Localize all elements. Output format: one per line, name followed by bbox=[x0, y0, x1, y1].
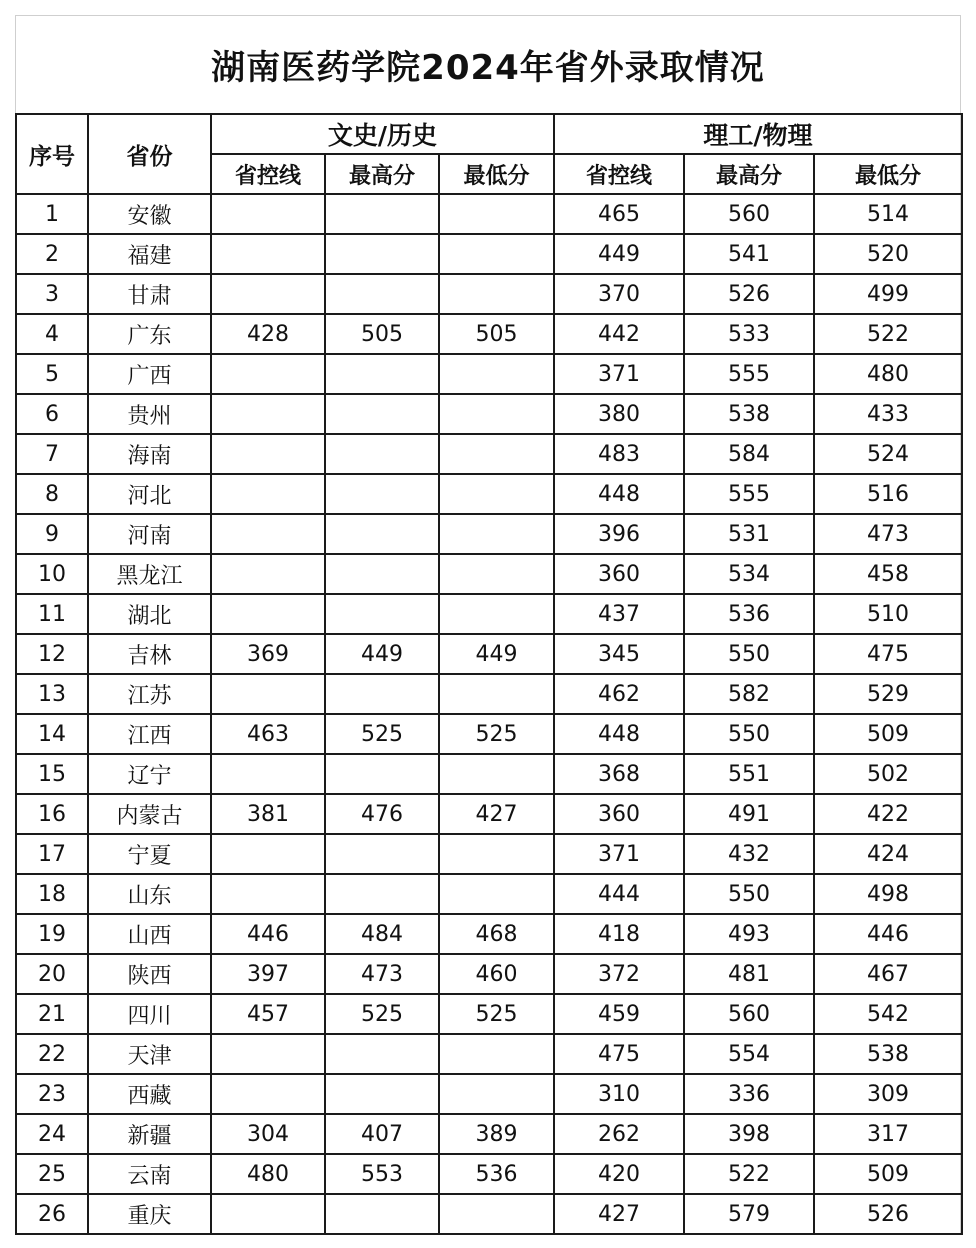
table-row bbox=[16, 474, 962, 514]
cell-history-min-score bbox=[439, 594, 554, 634]
cell-history-min-score: 460 bbox=[439, 954, 554, 994]
header-physics-control-line: 省控线 bbox=[554, 154, 684, 194]
cell-history-max-score bbox=[325, 554, 439, 594]
cell-history-max-score bbox=[325, 434, 439, 474]
table-row bbox=[16, 754, 962, 794]
cell-index: 26 bbox=[16, 1194, 88, 1234]
cell-history-control-line: 397 bbox=[211, 954, 325, 994]
header-index: 序号 bbox=[16, 114, 88, 194]
table-row bbox=[16, 194, 962, 234]
cell-history-min-score bbox=[439, 434, 554, 474]
cell-physics-min-score: 475 bbox=[814, 634, 962, 674]
cell-province: 重庆 bbox=[88, 1194, 211, 1234]
cell-physics-min-score: 424 bbox=[814, 834, 962, 874]
cell-physics-max-score: 550 bbox=[684, 874, 814, 914]
cell-physics-control-line: 448 bbox=[554, 474, 684, 514]
cell-index: 13 bbox=[16, 674, 88, 714]
cell-physics-max-score: 579 bbox=[684, 1194, 814, 1234]
cell-physics-min-score: 516 bbox=[814, 474, 962, 514]
table-header bbox=[16, 114, 962, 194]
cell-history-control-line: 457 bbox=[211, 994, 325, 1034]
cell-province: 河南 bbox=[88, 514, 211, 554]
cell-province: 天津 bbox=[88, 1034, 211, 1074]
cell-history-min-score bbox=[439, 1074, 554, 1114]
cell-physics-min-score: 480 bbox=[814, 354, 962, 394]
cell-history-max-score: 525 bbox=[325, 714, 439, 754]
cell-history-max-score: 473 bbox=[325, 954, 439, 994]
cell-history-control-line bbox=[211, 394, 325, 434]
table-row bbox=[16, 394, 962, 434]
cell-index: 21 bbox=[16, 994, 88, 1034]
header-group-history: 文史/历史 bbox=[211, 114, 554, 154]
table-row bbox=[16, 554, 962, 594]
cell-history-control-line: 381 bbox=[211, 794, 325, 834]
cell-physics-control-line: 360 bbox=[554, 554, 684, 594]
cell-province: 广西 bbox=[88, 354, 211, 394]
cell-history-control-line bbox=[211, 1034, 325, 1074]
cell-physics-max-score: 398 bbox=[684, 1114, 814, 1154]
cell-history-control-line bbox=[211, 514, 325, 554]
cell-history-min-score bbox=[439, 394, 554, 434]
cell-history-min-score: 536 bbox=[439, 1154, 554, 1194]
cell-history-min-score bbox=[439, 674, 554, 714]
cell-physics-control-line: 459 bbox=[554, 994, 684, 1034]
cell-physics-min-score: 520 bbox=[814, 234, 962, 274]
cell-physics-control-line: 437 bbox=[554, 594, 684, 634]
cell-physics-max-score: 533 bbox=[684, 314, 814, 354]
table-row bbox=[16, 434, 962, 474]
cell-physics-control-line: 465 bbox=[554, 194, 684, 234]
cell-physics-min-score: 522 bbox=[814, 314, 962, 354]
cell-physics-control-line: 372 bbox=[554, 954, 684, 994]
cell-index: 8 bbox=[16, 474, 88, 514]
cell-physics-min-score: 422 bbox=[814, 794, 962, 834]
table-row bbox=[16, 594, 962, 634]
cell-physics-control-line: 371 bbox=[554, 354, 684, 394]
table-row bbox=[16, 1114, 962, 1154]
cell-history-control-line: 480 bbox=[211, 1154, 325, 1194]
cell-history-control-line bbox=[211, 594, 325, 634]
cell-history-max-score bbox=[325, 594, 439, 634]
cell-physics-control-line: 449 bbox=[554, 234, 684, 274]
cell-province: 云南 bbox=[88, 1154, 211, 1194]
cell-province: 黑龙江 bbox=[88, 554, 211, 594]
cell-history-control-line bbox=[211, 554, 325, 594]
cell-physics-min-score: 433 bbox=[814, 394, 962, 434]
table-row bbox=[16, 1154, 962, 1194]
cell-history-max-score: 553 bbox=[325, 1154, 439, 1194]
cell-physics-control-line: 483 bbox=[554, 434, 684, 474]
cell-physics-max-score: 336 bbox=[684, 1074, 814, 1114]
cell-history-control-line: 369 bbox=[211, 634, 325, 674]
cell-index: 16 bbox=[16, 794, 88, 834]
cell-physics-control-line: 396 bbox=[554, 514, 684, 554]
cell-index: 23 bbox=[16, 1074, 88, 1114]
cell-physics-min-score: 509 bbox=[814, 1154, 962, 1194]
cell-history-control-line: 463 bbox=[211, 714, 325, 754]
cell-province: 新疆 bbox=[88, 1114, 211, 1154]
table-row bbox=[16, 834, 962, 874]
table-row bbox=[16, 634, 962, 674]
cell-history-max-score: 484 bbox=[325, 914, 439, 954]
cell-physics-max-score: 534 bbox=[684, 554, 814, 594]
cell-history-min-score: 449 bbox=[439, 634, 554, 674]
table-row bbox=[16, 1194, 962, 1234]
cell-physics-control-line: 380 bbox=[554, 394, 684, 434]
cell-physics-max-score: 491 bbox=[684, 794, 814, 834]
cell-province: 宁夏 bbox=[88, 834, 211, 874]
header-history-max-score: 最高分 bbox=[325, 154, 439, 194]
cell-physics-control-line: 427 bbox=[554, 1194, 684, 1234]
cell-history-control-line bbox=[211, 674, 325, 714]
table-row bbox=[16, 914, 962, 954]
cell-physics-max-score: 582 bbox=[684, 674, 814, 714]
cell-history-min-score bbox=[439, 1034, 554, 1074]
table-row bbox=[16, 354, 962, 394]
cell-physics-min-score: 498 bbox=[814, 874, 962, 914]
cell-index: 1 bbox=[16, 194, 88, 234]
cell-history-control-line bbox=[211, 754, 325, 794]
cell-physics-control-line: 371 bbox=[554, 834, 684, 874]
table-row bbox=[16, 514, 962, 554]
cell-index: 10 bbox=[16, 554, 88, 594]
cell-physics-control-line: 310 bbox=[554, 1074, 684, 1114]
cell-history-control-line bbox=[211, 354, 325, 394]
cell-physics-control-line: 444 bbox=[554, 874, 684, 914]
cell-history-max-score bbox=[325, 274, 439, 314]
cell-province: 广东 bbox=[88, 314, 211, 354]
cell-physics-max-score: 493 bbox=[684, 914, 814, 954]
cell-physics-max-score: 555 bbox=[684, 354, 814, 394]
cell-physics-max-score: 522 bbox=[684, 1154, 814, 1194]
cell-index: 15 bbox=[16, 754, 88, 794]
cell-physics-min-score: 446 bbox=[814, 914, 962, 954]
cell-index: 5 bbox=[16, 354, 88, 394]
table-row bbox=[16, 994, 962, 1034]
cell-physics-min-score: 317 bbox=[814, 1114, 962, 1154]
cell-history-max-score: 449 bbox=[325, 634, 439, 674]
table-row bbox=[16, 874, 962, 914]
cell-physics-min-score: 510 bbox=[814, 594, 962, 634]
cell-history-max-score: 407 bbox=[325, 1114, 439, 1154]
cell-physics-max-score: 432 bbox=[684, 834, 814, 874]
cell-province: 四川 bbox=[88, 994, 211, 1034]
cell-physics-max-score: 560 bbox=[684, 994, 814, 1034]
cell-physics-max-score: 551 bbox=[684, 754, 814, 794]
cell-history-max-score bbox=[325, 754, 439, 794]
document-sheet bbox=[15, 15, 961, 1233]
cell-history-control-line bbox=[211, 1194, 325, 1234]
cell-province: 西藏 bbox=[88, 1074, 211, 1114]
cell-physics-max-score: 541 bbox=[684, 234, 814, 274]
cell-history-min-score: 505 bbox=[439, 314, 554, 354]
cell-history-control-line bbox=[211, 1074, 325, 1114]
cell-history-min-score bbox=[439, 514, 554, 554]
cell-physics-control-line: 360 bbox=[554, 794, 684, 834]
cell-physics-max-score: 550 bbox=[684, 634, 814, 674]
cell-history-min-score bbox=[439, 194, 554, 234]
cell-physics-min-score: 514 bbox=[814, 194, 962, 234]
cell-index: 2 bbox=[16, 234, 88, 274]
cell-index: 22 bbox=[16, 1034, 88, 1074]
cell-history-min-score bbox=[439, 1194, 554, 1234]
cell-physics-min-score: 509 bbox=[814, 714, 962, 754]
cell-history-max-score bbox=[325, 1194, 439, 1234]
cell-province: 内蒙古 bbox=[88, 794, 211, 834]
cell-province: 河北 bbox=[88, 474, 211, 514]
cell-physics-control-line: 262 bbox=[554, 1114, 684, 1154]
header-history-min-score: 最低分 bbox=[439, 154, 554, 194]
cell-physics-min-score: 542 bbox=[814, 994, 962, 1034]
cell-index: 20 bbox=[16, 954, 88, 994]
admission-table bbox=[15, 113, 963, 1235]
table-row bbox=[16, 714, 962, 754]
cell-physics-min-score: 473 bbox=[814, 514, 962, 554]
cell-history-max-score bbox=[325, 474, 439, 514]
cell-province: 贵州 bbox=[88, 394, 211, 434]
cell-physics-max-score: 560 bbox=[684, 194, 814, 234]
cell-history-min-score bbox=[439, 874, 554, 914]
cell-index: 19 bbox=[16, 914, 88, 954]
cell-physics-min-score: 502 bbox=[814, 754, 962, 794]
cell-history-max-score bbox=[325, 354, 439, 394]
cell-province: 湖北 bbox=[88, 594, 211, 634]
cell-physics-control-line: 448 bbox=[554, 714, 684, 754]
cell-history-control-line bbox=[211, 434, 325, 474]
cell-history-min-score: 525 bbox=[439, 714, 554, 754]
page-title: 湖南医药学院2024年省外录取情况 bbox=[211, 48, 765, 88]
cell-index: 9 bbox=[16, 514, 88, 554]
header-province: 省份 bbox=[88, 114, 211, 194]
cell-province: 山东 bbox=[88, 874, 211, 914]
cell-index: 25 bbox=[16, 1154, 88, 1194]
cell-province: 山西 bbox=[88, 914, 211, 954]
header-physics-max-score: 最高分 bbox=[684, 154, 814, 194]
cell-physics-min-score: 467 bbox=[814, 954, 962, 994]
cell-history-control-line bbox=[211, 834, 325, 874]
header-group-physics: 理工/物理 bbox=[554, 114, 962, 154]
table-row bbox=[16, 314, 962, 354]
cell-history-min-score: 525 bbox=[439, 994, 554, 1034]
cell-physics-min-score: 458 bbox=[814, 554, 962, 594]
cell-physics-min-score: 524 bbox=[814, 434, 962, 474]
cell-history-max-score bbox=[325, 1074, 439, 1114]
cell-history-max-score: 525 bbox=[325, 994, 439, 1034]
header-history-control-line: 省控线 bbox=[211, 154, 325, 194]
cell-physics-max-score: 536 bbox=[684, 594, 814, 634]
cell-history-max-score: 505 bbox=[325, 314, 439, 354]
cell-physics-max-score: 554 bbox=[684, 1034, 814, 1074]
cell-physics-control-line: 462 bbox=[554, 674, 684, 714]
cell-history-max-score bbox=[325, 834, 439, 874]
cell-physics-control-line: 418 bbox=[554, 914, 684, 954]
cell-history-min-score: 468 bbox=[439, 914, 554, 954]
cell-physics-min-score: 529 bbox=[814, 674, 962, 714]
cell-province: 福建 bbox=[88, 234, 211, 274]
cell-physics-control-line: 442 bbox=[554, 314, 684, 354]
cell-history-control-line bbox=[211, 194, 325, 234]
cell-index: 6 bbox=[16, 394, 88, 434]
cell-physics-control-line: 368 bbox=[554, 754, 684, 794]
cell-physics-control-line: 420 bbox=[554, 1154, 684, 1194]
cell-history-control-line: 428 bbox=[211, 314, 325, 354]
cell-index: 17 bbox=[16, 834, 88, 874]
cell-history-min-score: 427 bbox=[439, 794, 554, 834]
cell-history-max-score bbox=[325, 674, 439, 714]
cell-index: 4 bbox=[16, 314, 88, 354]
cell-index: 24 bbox=[16, 1114, 88, 1154]
cell-index: 3 bbox=[16, 274, 88, 314]
cell-province: 江西 bbox=[88, 714, 211, 754]
cell-history-min-score bbox=[439, 474, 554, 514]
cell-index: 12 bbox=[16, 634, 88, 674]
cell-physics-control-line: 370 bbox=[554, 274, 684, 314]
table-row bbox=[16, 234, 962, 274]
table-row bbox=[16, 954, 962, 994]
table-row bbox=[16, 674, 962, 714]
cell-physics-max-score: 481 bbox=[684, 954, 814, 994]
cell-history-control-line bbox=[211, 274, 325, 314]
cell-history-min-score bbox=[439, 554, 554, 594]
table-row bbox=[16, 1034, 962, 1074]
cell-index: 7 bbox=[16, 434, 88, 474]
cell-physics-max-score: 538 bbox=[684, 394, 814, 434]
cell-physics-control-line: 475 bbox=[554, 1034, 684, 1074]
cell-physics-max-score: 550 bbox=[684, 714, 814, 754]
cell-history-max-score bbox=[325, 394, 439, 434]
cell-province: 安徽 bbox=[88, 194, 211, 234]
cell-history-min-score bbox=[439, 234, 554, 274]
cell-physics-max-score: 555 bbox=[684, 474, 814, 514]
table-row bbox=[16, 794, 962, 834]
cell-index: 18 bbox=[16, 874, 88, 914]
cell-physics-min-score: 526 bbox=[814, 1194, 962, 1234]
cell-physics-min-score: 309 bbox=[814, 1074, 962, 1114]
table-row bbox=[16, 274, 962, 314]
cell-history-min-score: 389 bbox=[439, 1114, 554, 1154]
cell-province: 江苏 bbox=[88, 674, 211, 714]
cell-history-min-score bbox=[439, 834, 554, 874]
cell-history-control-line: 446 bbox=[211, 914, 325, 954]
cell-history-max-score bbox=[325, 874, 439, 914]
cell-province: 吉林 bbox=[88, 634, 211, 674]
cell-province: 辽宁 bbox=[88, 754, 211, 794]
cell-province: 海南 bbox=[88, 434, 211, 474]
cell-index: 11 bbox=[16, 594, 88, 634]
cell-history-max-score bbox=[325, 514, 439, 554]
cell-index: 14 bbox=[16, 714, 88, 754]
cell-province: 陕西 bbox=[88, 954, 211, 994]
table-row bbox=[16, 1074, 962, 1114]
cell-history-max-score bbox=[325, 1034, 439, 1074]
cell-history-control-line bbox=[211, 874, 325, 914]
cell-physics-min-score: 538 bbox=[814, 1034, 962, 1074]
cell-history-max-score: 476 bbox=[325, 794, 439, 834]
cell-province: 甘肃 bbox=[88, 274, 211, 314]
table-body bbox=[16, 194, 962, 1234]
cell-physics-min-score: 499 bbox=[814, 274, 962, 314]
cell-history-min-score bbox=[439, 754, 554, 794]
cell-history-max-score bbox=[325, 194, 439, 234]
cell-history-control-line bbox=[211, 234, 325, 274]
cell-physics-control-line: 345 bbox=[554, 634, 684, 674]
cell-history-control-line bbox=[211, 474, 325, 514]
header-physics-min-score: 最低分 bbox=[814, 154, 962, 194]
cell-physics-max-score: 584 bbox=[684, 434, 814, 474]
cell-physics-max-score: 526 bbox=[684, 274, 814, 314]
cell-history-min-score bbox=[439, 274, 554, 314]
cell-history-control-line: 304 bbox=[211, 1114, 325, 1154]
cell-history-max-score bbox=[325, 234, 439, 274]
cell-history-min-score bbox=[439, 354, 554, 394]
cell-physics-max-score: 531 bbox=[684, 514, 814, 554]
